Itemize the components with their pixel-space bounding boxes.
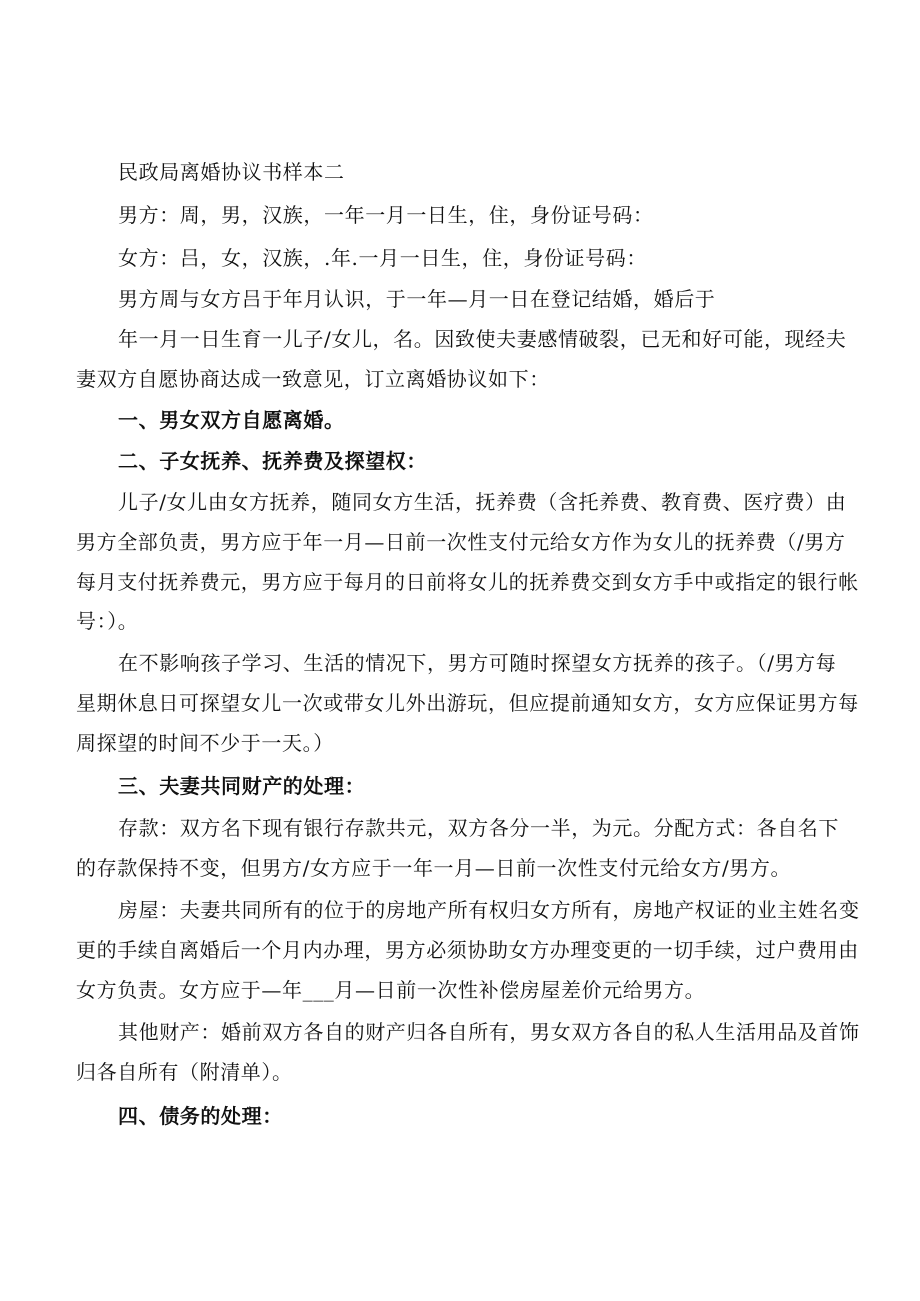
intro-line: 男方周与女方吕于年月认识，于一年—月一日在登记结婚，婚后于 — [118, 287, 716, 311]
house-line: 房屋：夫妻共同所有的位于的房地产所有权归女方所有，房地产权证的业主姓名变 — [118, 898, 860, 922]
deposit-line: 的存款保持不变，但男方/女方应于一年一月—日前一次性支付元给女方/男方。 — [76, 856, 792, 880]
section-heading: 四、债务的处理： — [118, 1104, 283, 1128]
party-female-line: 女方：吕，女，汉族，.年.一月一日生，住，身份证号码： — [118, 246, 647, 270]
custody-line: 儿子/女儿由女方抚养，随同女方生活，抚养费（含托养费、教育费、医疗费）由 — [118, 490, 847, 514]
intro-line: 年一月一日生育一儿子/女儿，名。因致使夫妻感情破裂，已无和好可能，现经夫 — [118, 327, 847, 351]
section-heading: 二、子女抚养、抚养费及探望权： — [118, 449, 427, 473]
document-title: 民政局离婚协议书样本二 — [118, 160, 345, 184]
other-property-line: 归各自所有（附清单）。 — [76, 1060, 293, 1084]
intro-line: 妻双方自愿协商达成一致意见，订立离婚协议如下： — [76, 367, 550, 391]
custody-line: 号：）。 — [76, 609, 139, 633]
other-property-line: 其他财产：婚前双方各自的财产归各自所有，男女双方各自的私人生活用品及首饰 — [118, 1020, 860, 1044]
visitation-line: 在不影响孩子学习、生活的情况下，男方可随时探望女方抚养的孩子。（/男方每 — [118, 651, 837, 675]
visitation-line: 周探望的时间不少于一天。） — [76, 731, 334, 755]
custody-line: 男方全部负责，男方应于年一月—日前一次性支付元给女方作为女儿的抚养费（/男方 — [76, 530, 846, 554]
deposit-line: 存款：双方名下现有银行存款共元，双方各分一半，为元。分配方式：各自名下 — [118, 816, 839, 840]
party-male-line: 男方：周，男，汉族，一年一月一日生，住，身份证号码： — [118, 203, 654, 227]
section-heading: 三、夫妻共同财产的处理： — [118, 774, 366, 798]
custody-line: 每月支付抚养费元，男方应于每月的日前将女儿的抚养费交到女方手中或指定的银行帐 — [76, 570, 859, 594]
section-heading: 一、男女双方自愿离婚。 — [118, 408, 345, 432]
house-line: 女方负责。女方应于—年___月—日前一次性补偿房屋差价元给男方。 — [76, 978, 706, 1002]
visitation-line: 星期休息日可探望女儿一次或带女儿外出游玩，但应提前通知女方，女方应保证男方每 — [76, 691, 859, 715]
house-line: 更的手续自离婚后一个月内办理，男方必须协助女方办理变更的一切手续，过户费用由 — [76, 938, 859, 962]
